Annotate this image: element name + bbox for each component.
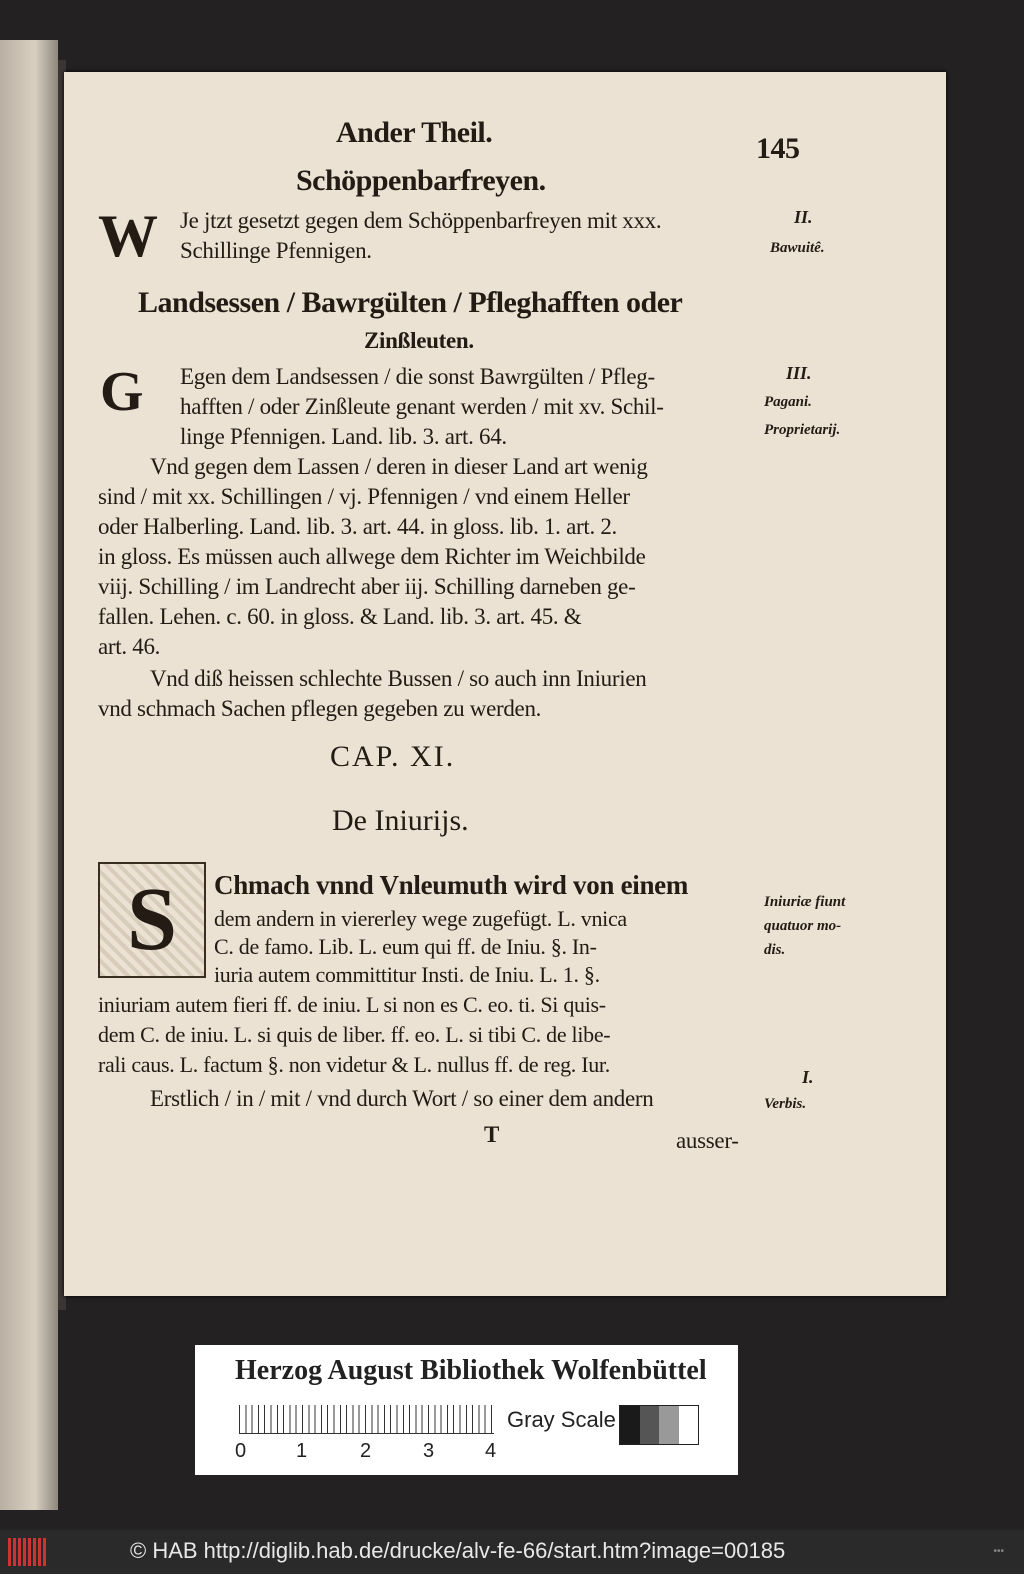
section-heading: Zinßleuten. [364, 328, 474, 353]
text-line: sind / mit xx. Schillingen / vj. Pfennigen / vnd einem Heller [98, 484, 630, 509]
text-line: Chmach vnnd Vnleumuth wird von einem [214, 870, 689, 900]
text-line: dem C. de iniu. L. si quis de liber. ff. eo. L. si tibi C. de libe- [98, 1022, 611, 1047]
margin-note: Verbis. [764, 1096, 807, 1112]
scale-ruler [239, 1405, 494, 1434]
chapter-title: CAP. XI. [330, 740, 456, 773]
swatch-light-gray [659, 1406, 679, 1444]
swatch-black [620, 1406, 640, 1444]
text-line: Egen dem Landsessen / die sonst Bawrgülten / Pfleg- [180, 364, 655, 389]
ruler-label: 4 [485, 1440, 497, 1462]
text-line: Je jtzt gesetzt gegen dem Schöppenbarfreyen mit xxx. [180, 208, 662, 233]
ruler-label: 0 [235, 1440, 247, 1462]
swatch-white [679, 1406, 699, 1444]
text-line: Vnd gegen dem Lassen / deren in dieser Land art wenig [150, 454, 648, 479]
initial-letter: G [100, 361, 144, 423]
text-line: hafften / oder Zinßleute genant werden / mit xv. Schil- [180, 394, 664, 419]
gray-scale-label: Gray Scale [507, 1407, 616, 1432]
margin-note: quatuor mo- [764, 918, 842, 934]
text-line: Schillinge Pfennigen. [180, 238, 372, 263]
footer-bar [0, 1530, 1024, 1574]
margin-note: Pagani. [764, 394, 812, 410]
margin-note: Proprietarij. [764, 422, 841, 438]
previous-page-edge [0, 40, 58, 1510]
margin-note: III. [786, 363, 812, 383]
text-line: oder Halberling. Land. lib. 3. art. 44. in gloss. lib. 1. art. 2. [98, 514, 617, 539]
text-line: rali caus. L. factum §. non videtur & L. nullus ff. de reg. Iur. [98, 1052, 610, 1077]
text-line: C. de famo. Lib. L. eum qui ff. de Iniu. §. In- [214, 934, 597, 959]
copyright-url: © HAB http://diglib.hab.de/drucke/alv-fe-66/start.htm?image=00185 [130, 1538, 786, 1563]
decorated-initial: S [98, 862, 206, 978]
signature-mark: T [484, 1122, 500, 1147]
margin-note: dis. [764, 942, 786, 958]
book-page [64, 72, 946, 1296]
chapter-subtitle: De Iniurijs. [332, 804, 469, 837]
hab-logo-icon [8, 1538, 46, 1566]
text-line: in gloss. Es müssen auch allwege dem Richter im Weichbilde [98, 544, 646, 569]
margin-note: Iniuriæ fiunt [764, 894, 846, 910]
text-line: iuria autem committitur Insti. de Iniu. L. 1. §. [214, 962, 600, 987]
page-number: 145 [756, 132, 800, 165]
margin-note: Bawuitê. [770, 240, 825, 256]
text-line: viij. Schilling / im Landrecht aber iij. Schilling darneben ge- [98, 574, 636, 599]
ruler-label: 2 [360, 1440, 372, 1462]
more-icon[interactable]: ••• [993, 1546, 1004, 1557]
text-line: dem andern in viererley wege zugefügt. L. vnica [214, 906, 627, 931]
gray-scale-swatches [619, 1405, 699, 1445]
color-calibration-card [195, 1345, 738, 1475]
ruler-label: 3 [423, 1440, 435, 1462]
catchword: ausser- [676, 1128, 739, 1153]
initial-letter: W [98, 203, 158, 269]
text-line: vnd schmach Sachen pflegen gegeben zu werden. [98, 696, 542, 721]
text-line: Erstlich / in / mit / vnd durch Wort / so einer dem andern [150, 1086, 654, 1111]
margin-note: I. [802, 1067, 814, 1087]
text-line: linge Pfennigen. Land. lib. 3. art. 64. [180, 424, 507, 449]
ruler-label: 1 [296, 1440, 308, 1462]
text-line: Vnd diß heissen schlechte Bussen / so auch inn Iniurien [150, 666, 647, 691]
section-heading: Schöppenbarfreyen. [296, 164, 546, 197]
text-line: iniuriam autem fieri ff. de iniu. L si non es C. eo. ti. Si quis- [98, 992, 606, 1017]
text-line: fallen. Lehen. c. 60. in gloss. & Land. lib. 3. art. 45. & [98, 604, 582, 629]
swatch-dark-gray [640, 1406, 660, 1444]
running-head: Ander Theil. [336, 116, 493, 149]
section-heading: Landsessen / Bawrgülten / Pfleghafften oder [138, 286, 683, 319]
margin-note: II. [794, 207, 813, 227]
library-name: Herzog August Bibliothek Wolfenbüttel [235, 1355, 707, 1386]
text-line: art. 46. [98, 634, 161, 659]
